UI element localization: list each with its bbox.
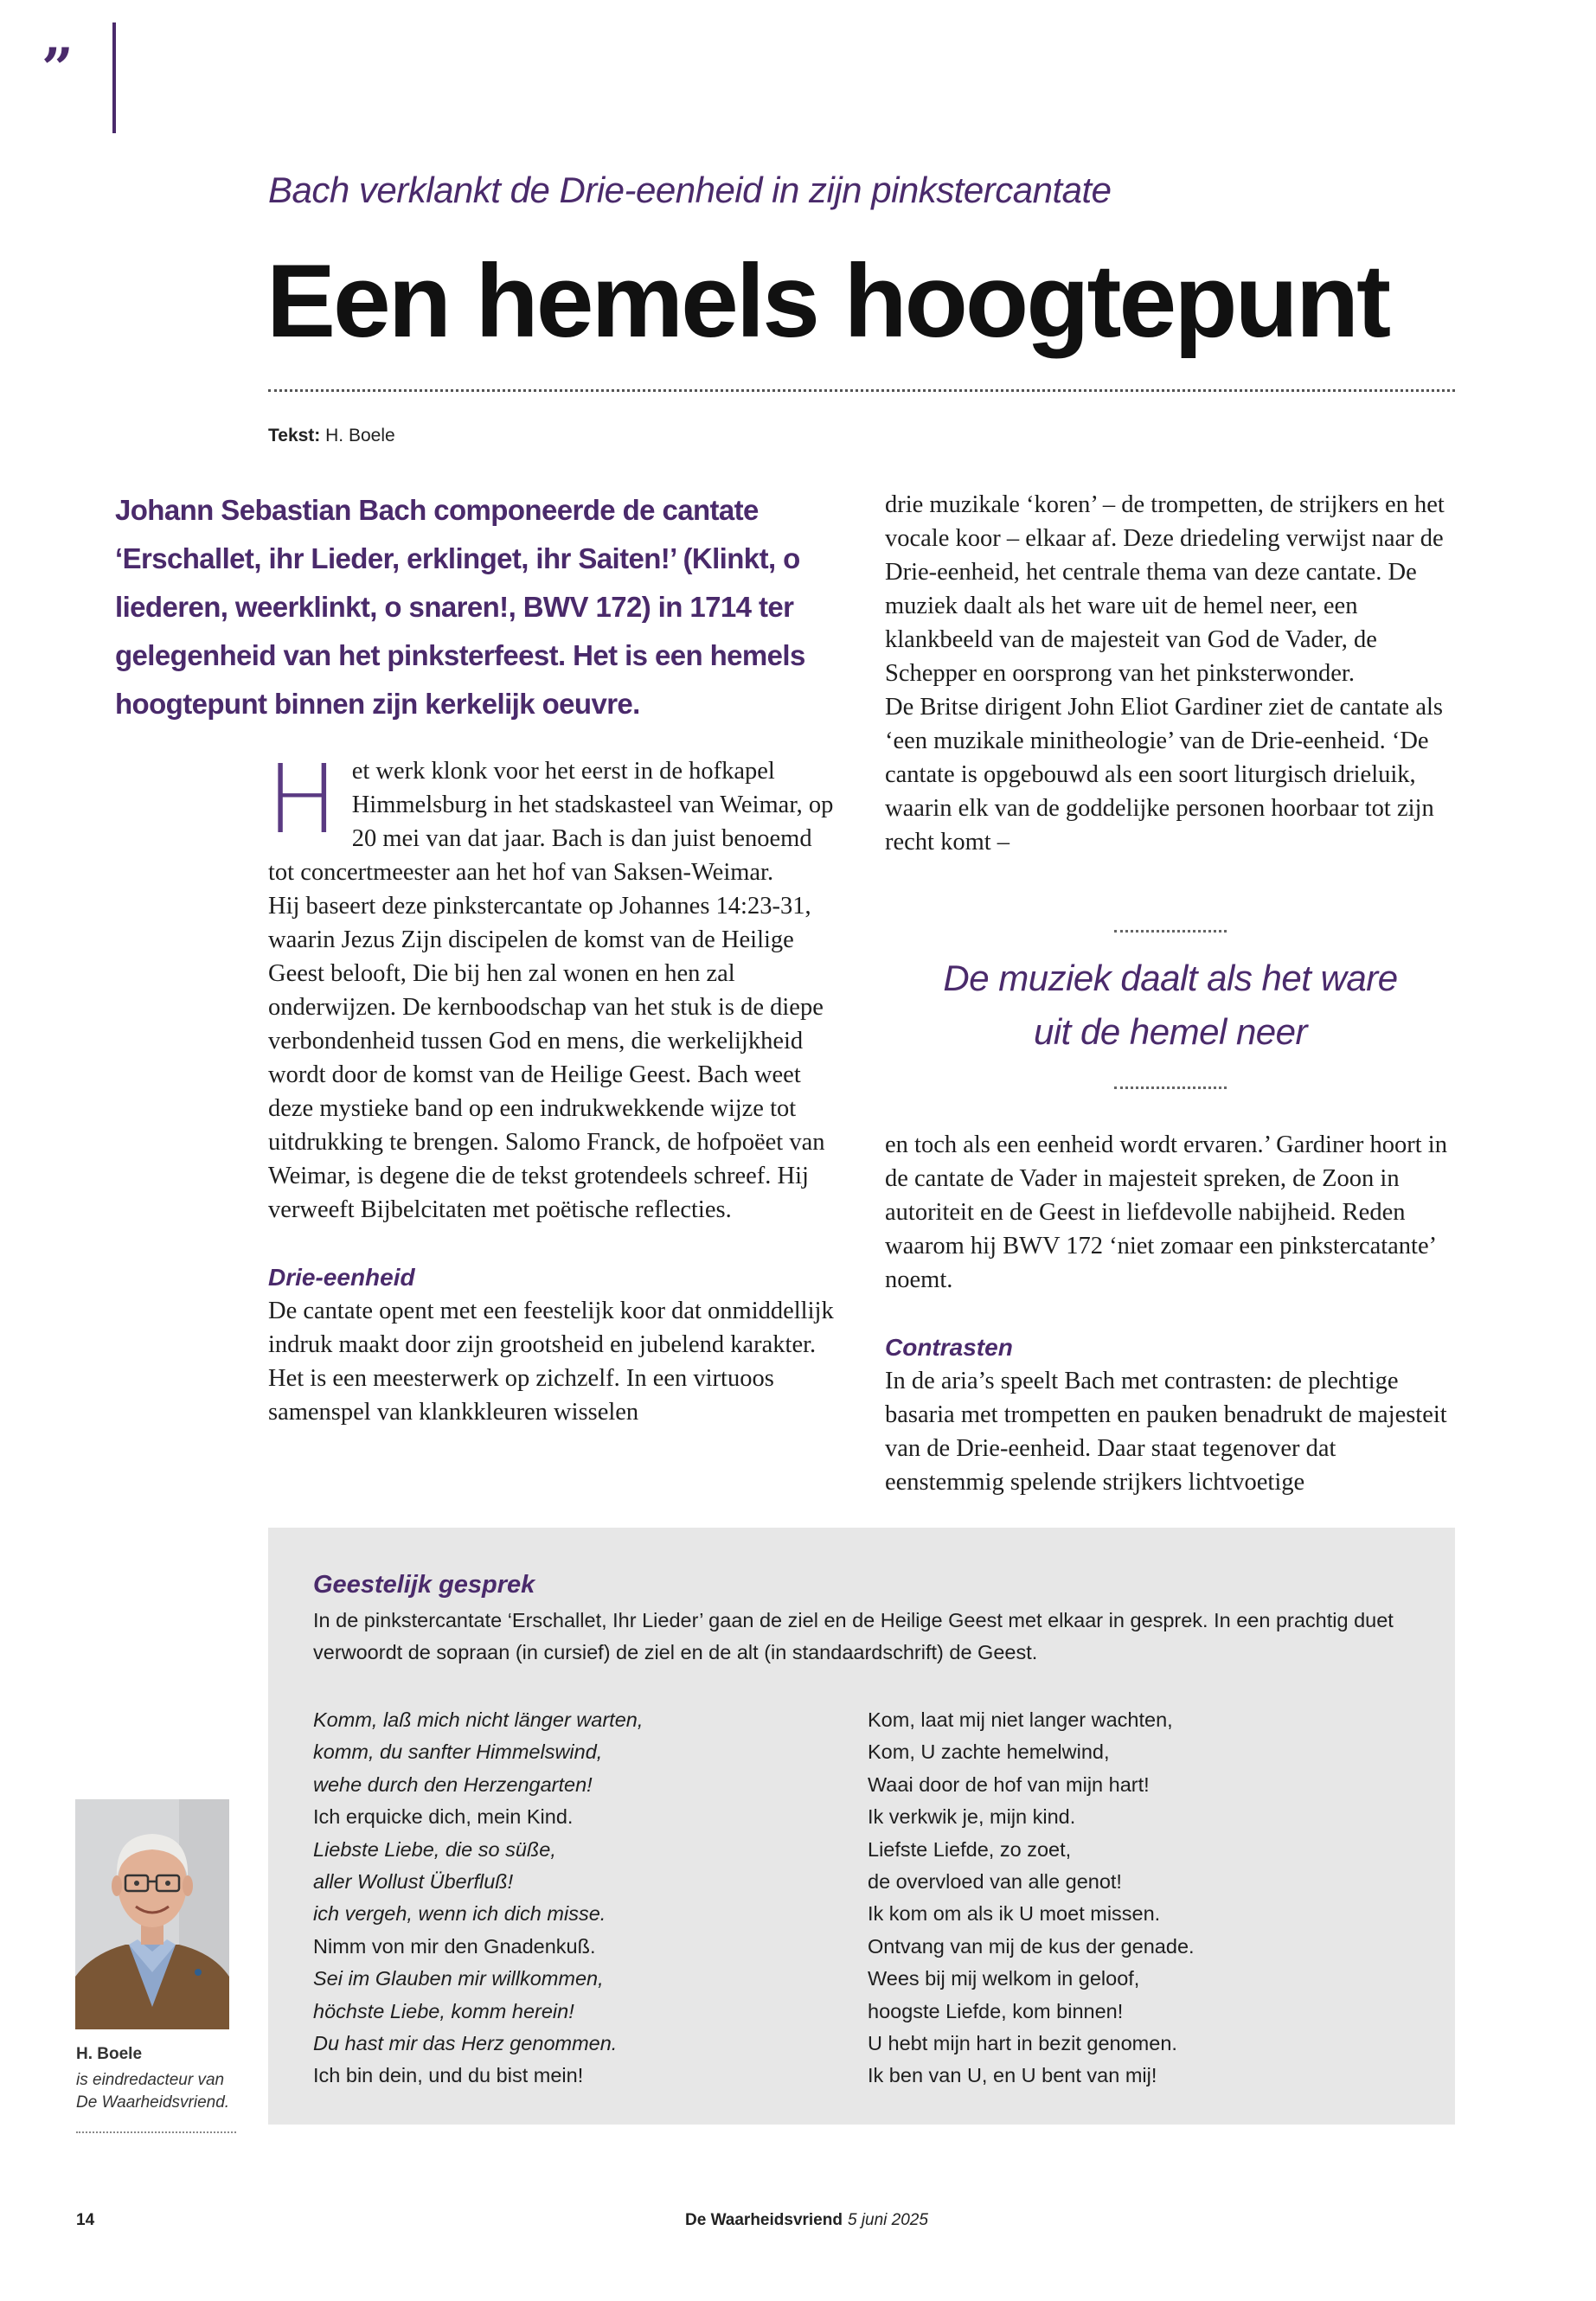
poem-line: Liebste Liebe, die so süße, bbox=[313, 1837, 556, 1861]
author-description bbox=[76, 2069, 249, 2114]
poem-line: Nimm von mir den Gnadenkuß. bbox=[313, 1934, 596, 1958]
poem-dutch bbox=[868, 1704, 1195, 2093]
poem-line: U hebt mijn hart in bezit genomen. bbox=[868, 2032, 1177, 2055]
byline-label: Tekst: bbox=[268, 426, 321, 445]
subheading-contrasten: Contrasten bbox=[885, 1334, 1013, 1361]
left-column bbox=[266, 744, 839, 1429]
quote-mark-icon: ” bbox=[42, 36, 74, 101]
right-column bbox=[885, 488, 1456, 859]
title-divider bbox=[268, 389, 1455, 392]
right-column-continued bbox=[885, 1128, 1456, 1499]
poem-line: Ik ben van U, en U bent van mij! bbox=[868, 2064, 1157, 2087]
pullquote-divider-top bbox=[1114, 930, 1227, 933]
poem-line: Ich erquicke dich, mein Kind. bbox=[313, 1805, 574, 1829]
paragraph: In de aria’s speelt Bach met contrasten: de plechtige basaria met trompetten en pauken benadrukt de majesteit van de Drie-eenheid. Daar staat tegenover dat eenstemmig spelende strijkers lichtvoetige bbox=[885, 1368, 1447, 1496]
paragraph: De cantate opent met een feestelijk koor dat onmiddellijk indruk maakt door zijn grootsheid en jubelend karakter. Het is een meesterwerk op zichzelf. In een virtuoos samenspel van klankkleuren wisselen bbox=[268, 1298, 834, 1426]
poem-line: Liefste Liefde, zo zoet, bbox=[868, 1837, 1072, 1861]
author-photo bbox=[75, 1799, 229, 2029]
poem-line: Sei im Glauben mir willkommen, bbox=[313, 1967, 604, 1990]
page-number: 14 bbox=[76, 2211, 95, 2229]
page-title: Een hemels hoogtepunt bbox=[266, 243, 1389, 359]
poem-line: höchste Liebe, komm herein! bbox=[313, 1999, 574, 2022]
pull-quote-line: uit de hemel neer bbox=[1033, 1011, 1308, 1052]
drop-cap: H bbox=[266, 744, 338, 855]
box-intro-line: verwoordt de sopraan (in cursief) de ziel en de alt (in standaardschrift) de Geest. bbox=[313, 1641, 1038, 1663]
poem-line: Kom, U zachte hemelwind, bbox=[868, 1740, 1110, 1764]
poem-line: Du hast mir das Herz genommen. bbox=[313, 2032, 618, 2055]
subheading-drie-eenheid: Drie-eenheid bbox=[268, 1264, 415, 1291]
poem-line: Komm, laß mich nicht länger warten, bbox=[313, 1708, 644, 1731]
poem-line: Ich bin dein, und du bist mein! bbox=[313, 2064, 584, 2087]
poem-line: wehe durch den Herzengarten! bbox=[313, 1772, 593, 1796]
poem-line: hoogste Liefde, kom binnen! bbox=[868, 1999, 1124, 2022]
paragraph: De Britse dirigent John Eliot Gardiner ziet de cantate als ‘een muzikale minitheologie’ van de Drie-eenheid. ‘De cantate is opgebouwd als een soort liturgisch drieluik, waarin elk van de goddelijke personen hoorbaar tot zijn recht komt – bbox=[885, 694, 1443, 856]
poem-line: komm, du sanfter Himmelswind, bbox=[313, 1740, 603, 1764]
poem-line: Wees bij mij welkom in geloof, bbox=[868, 1967, 1140, 1990]
byline-author: H. Boele bbox=[325, 426, 395, 445]
paragraph: en toch als een eenheid wordt ervaren.’ Gardiner hoort in de cantate de Vader in majesteit spreken, de Zoon in autoriteit en de Geest in liefdevolle nabijheid. Reden waarom hij BWV 172 ‘niet zomaar een pinkstercatante’ noemt. bbox=[885, 1131, 1447, 1293]
poem-line: Ik kom om als ik U moet missen. bbox=[868, 1902, 1161, 1926]
author-name: H. Boele bbox=[76, 2045, 143, 2063]
author-divider bbox=[76, 2131, 236, 2133]
poem-line: de overvloed van alle genot! bbox=[868, 1870, 1122, 1894]
paragraph: et werk klonk voor het eerst in de hofkapel Himmelsburg in het stadskasteel van Weimar, op 20 mei van dat jaar. Bach is dan juist benoemd tot concertmeester aan het hof van Saksen-Weimar. bbox=[268, 758, 834, 886]
box-intro bbox=[313, 1605, 1420, 1669]
magazine-name: De Waarheidsvriend bbox=[685, 2211, 843, 2229]
author-description-line: De Waarheidsvriend. bbox=[76, 2093, 230, 2112]
box-heading: Geestelijk gesprek bbox=[313, 1571, 535, 1599]
poem-german bbox=[313, 1704, 643, 2093]
poem-line: Waai door de hof van mijn hart! bbox=[868, 1772, 1150, 1796]
issue-date: 5 juni 2025 bbox=[847, 2211, 928, 2229]
pull-quote bbox=[885, 952, 1456, 1059]
poem-line: aller Wollust Überfluß! bbox=[313, 1870, 514, 1894]
poem-line: ich vergeh, wenn ich dich misse. bbox=[313, 1902, 606, 1926]
poem-line: Ontvang van mij de kus der genade. bbox=[868, 1934, 1195, 1958]
pullquote-divider-bottom bbox=[1114, 1086, 1227, 1089]
article-intro: Johann Sebastian Bach componeerde de cantate ‘Erschallet, ihr Lieder, erklinget, ihr Saiten!’ (Klinkt, o liederen, weerklinkt, o snaren!, BWV 172) in 1714 ter gelegenheid van het pinksterfeest. Het is een hemels hoogtepunt binnen zijn kerkelijk oeuvre. bbox=[115, 494, 805, 720]
byline bbox=[268, 426, 395, 446]
box-intro-line: In de pinkstercantate ‘Erschallet, Ihr Lieder’ gaan de ziel en de Heilige Geest met elkaar in gesprek. In een prachtig duet bbox=[313, 1609, 1394, 1631]
paragraph: Hij baseert deze pinkstercantate op Johannes 14:23-31, waarin Jezus Zijn discipelen de komst van de Heilige Geest belooft, Die bij hen zal wonen en hen zal onderwijzen. De kernboodschap van het stuk is de diepe verbondenheid tussen God en mens, die werkelijkheid wordt door de komst van de Heilige Geest. Bach weet deze mystieke band op een indrukwekkende wijze tot uitdrukking te brengen. Salomo Franck, de hofpoëet van Weimar, is degene die de tekst grotendeels schreef. Hij verweeft Bijbelcitaten met poëtische reflecties. bbox=[268, 893, 825, 1223]
footer bbox=[685, 2211, 928, 2230]
header-divider bbox=[112, 22, 116, 133]
paragraph: drie muzikale ‘koren’ – de trompetten, de strijkers en het vocale koor – elkaar af. Deze driedeling verwijst naar de Drie-eenheid, het centrale thema van deze cantate. De muziek daalt als het ware uit de hemel neer, een klankbeeld van de majesteit van God de Vader, de Schepper en oorsprong van het pinksterwonder. bbox=[885, 491, 1445, 687]
author-description-line: is eindredacteur van bbox=[76, 2071, 225, 2089]
poem-line: Kom, laat mij niet langer wachten, bbox=[868, 1708, 1173, 1731]
article-kicker: Bach verklankt de Drie-eenheid in zijn pinkstercantate bbox=[268, 170, 1112, 210]
poem-line: Ik verkwik je, mijn kind. bbox=[868, 1805, 1076, 1829]
pull-quote-line: De muziek daalt als het ware bbox=[943, 958, 1398, 998]
